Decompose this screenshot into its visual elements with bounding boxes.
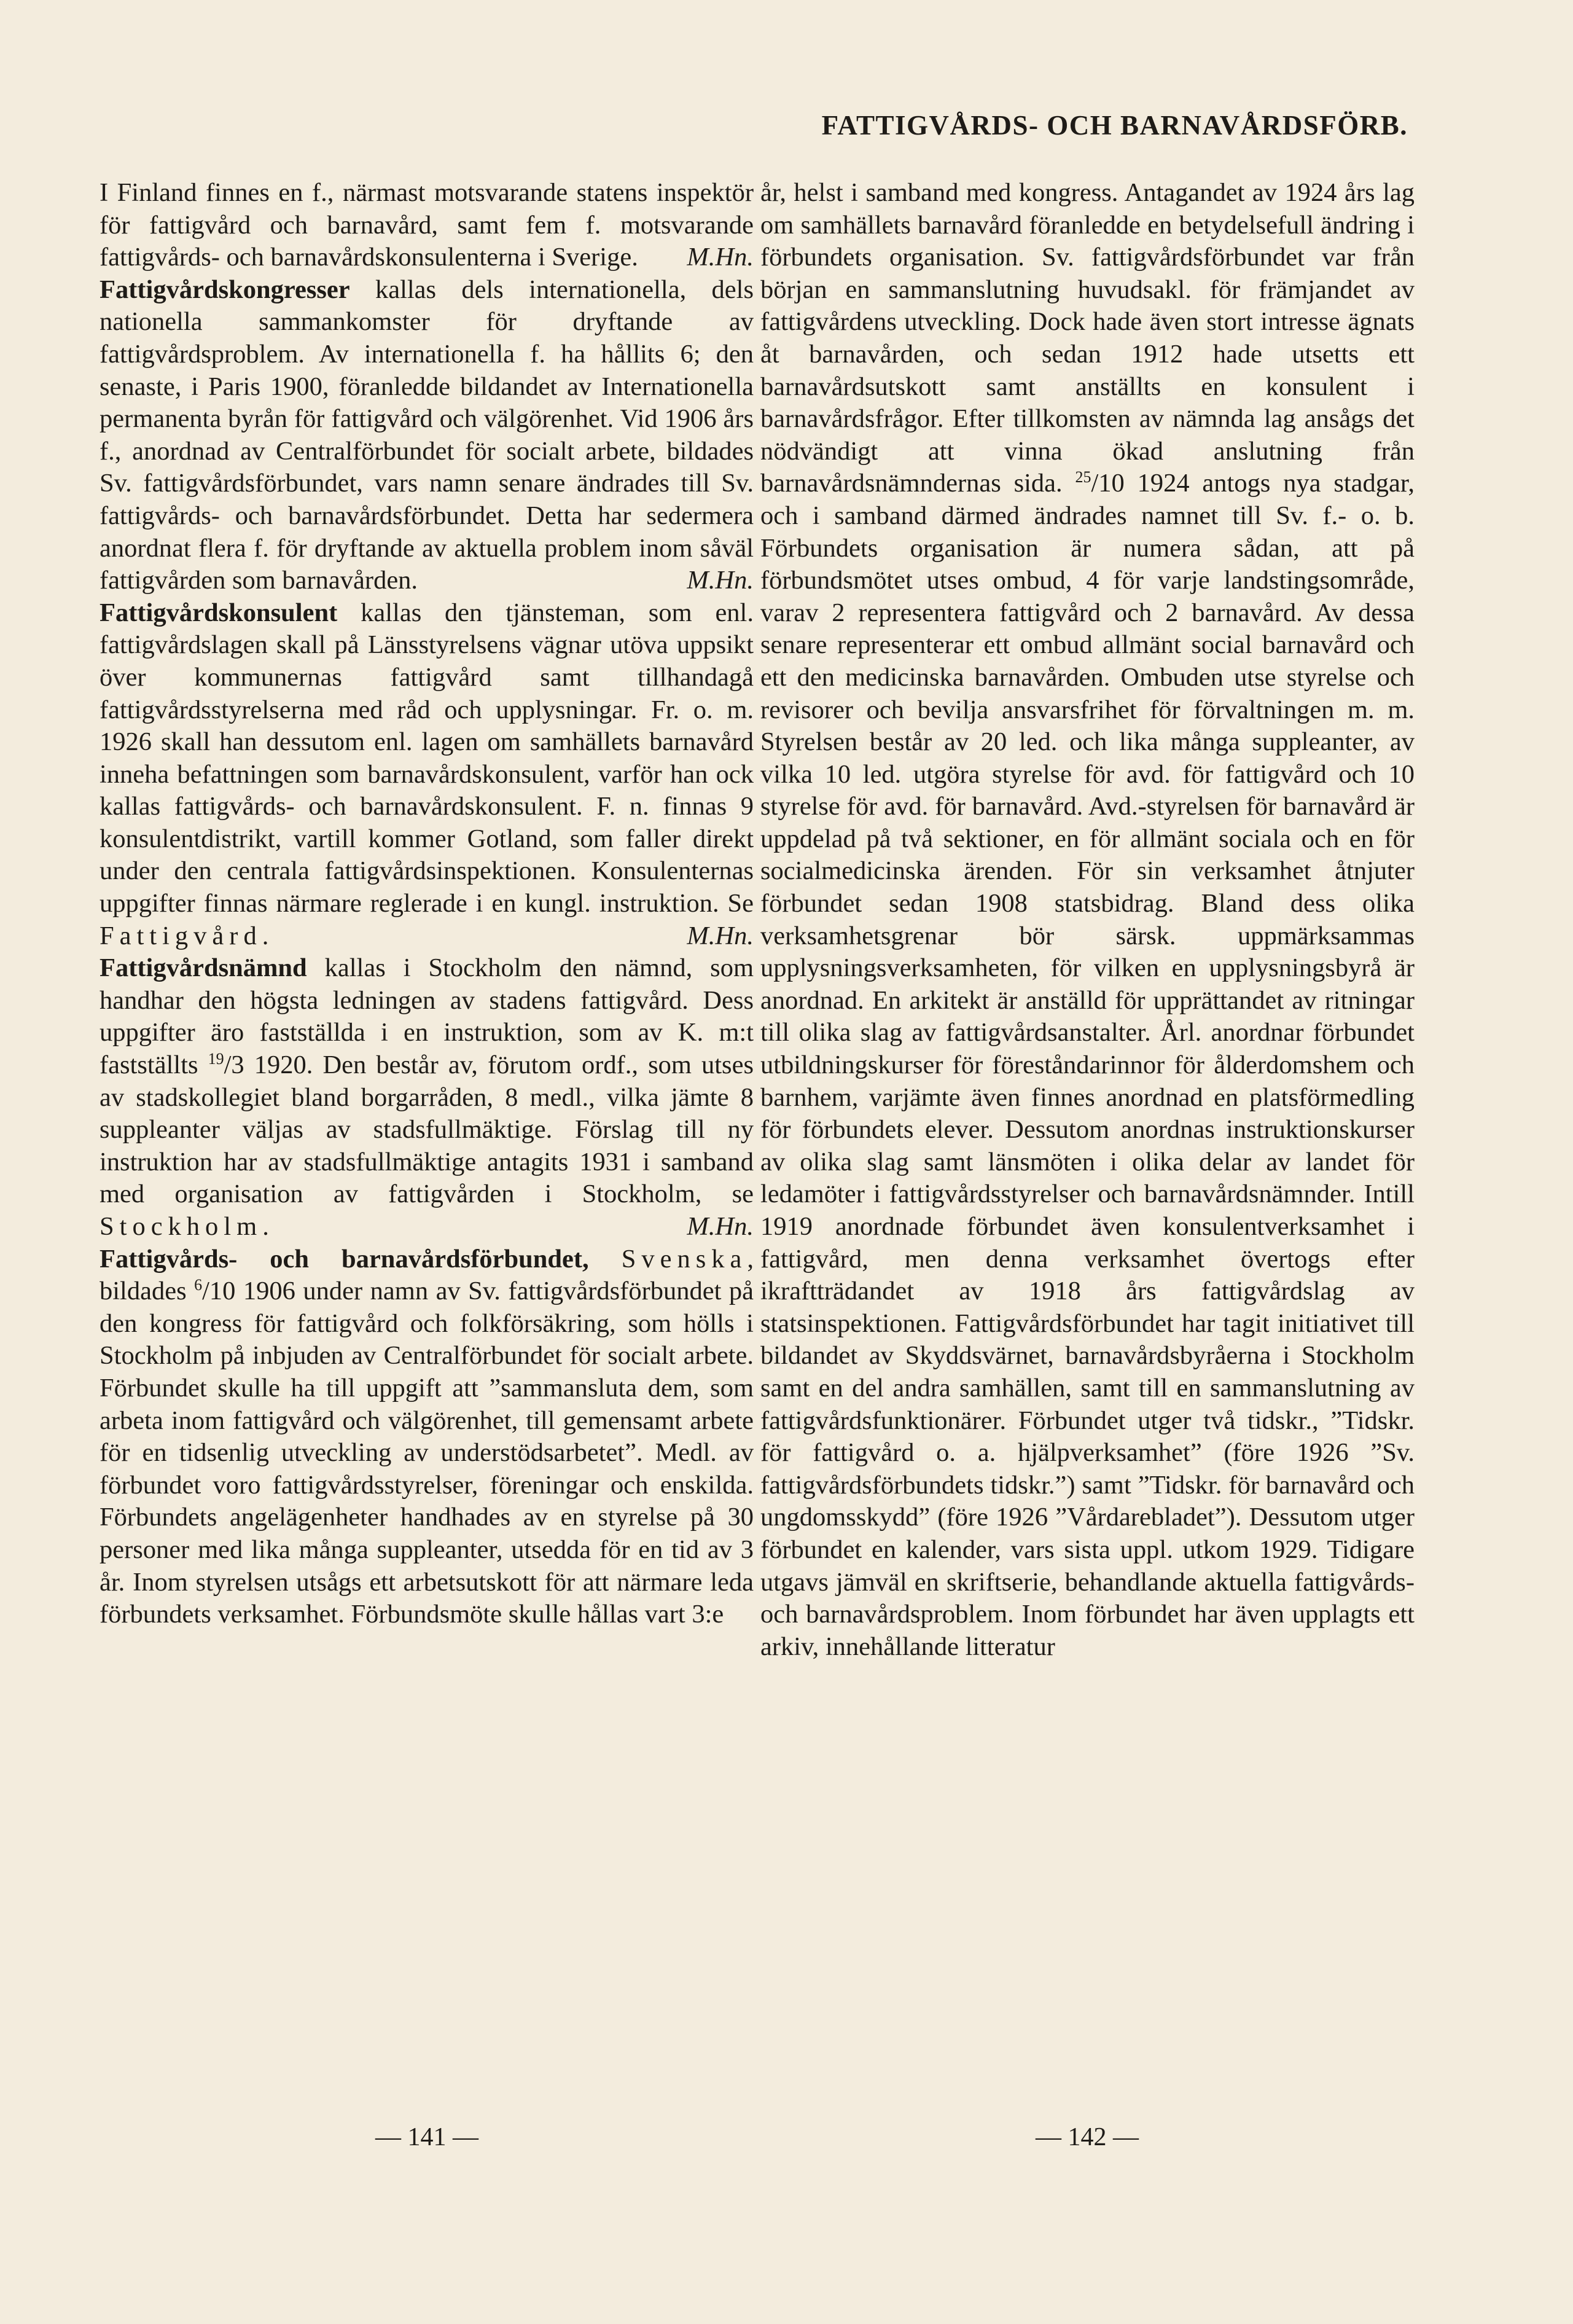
date-superscript: 25 [1075, 468, 1091, 487]
headword: Fattigvårdsnämnd [100, 953, 307, 983]
page-number-right: — 142 — [1036, 2123, 1139, 2151]
left-column [100, 177, 754, 1631]
headword: Fattigvårdskongresser [100, 275, 350, 304]
entry-text-end: . [262, 1212, 269, 1241]
entry-text: kallas dels internationella, dels nationella sammankomster för dryftande av fattigvårdsproblem. Av internationella f. ha hållits 6; den senaste, i Paris 1900, föranledde bildandet av Internationella permanenta byrån för fattigvård och välgörenhet. Vid 1906 års f., anordnad av Centralförbundet för socialt arbete, bildades Sv. fattigvårdsförbundet, vars namn senare ändrades till Sv. fattigvårds- och barnavårdsförbundet. Detta har sedermera anordnat flera f. för dryftande av aktuella problem inom såväl fattigvården som barnavården. [100, 275, 754, 595]
entry-text: , bildades [100, 1244, 754, 1306]
entry-text: år, helst i samband med kongress. Antagandet av 1924 års lag om samhällets barnavård föranledde en betydelsefull ändring i förbundets organisation. Sv. fattigvårdsförbundet var från början en sammanslutning huvudsakl. för främjandet av fattigvårdens utveckling. Dock hade även stort intresse ägnats åt barnavården, och sedan 1912 hade utsetts ett barnavårdsutskott samt anställts en konsulent i barnavårdsfrågor. Efter tillkomsten av nämnda lag ansågs det nödvändigt att vinna ökad anslutning från barnavårdsnämndernas sida. [760, 178, 1415, 498]
author-signature: M.Hn. [687, 921, 754, 950]
page-number-left: — 141 — [375, 2123, 478, 2151]
entry-fattigvardskongresser [100, 274, 754, 597]
entry-text-end: . [262, 921, 269, 950]
right-column [760, 177, 1415, 1663]
entry-finland [100, 177, 754, 274]
cross-reference: Svenska [621, 1244, 747, 1274]
author-signature: M.Hn. [687, 566, 754, 595]
author-signature: M.Hn. [687, 243, 754, 272]
headword: Fattigvårdskonsulent [100, 598, 338, 627]
author-signature: M.Hn. [687, 1212, 754, 1241]
cross-reference: Fattigvård [100, 921, 262, 950]
entry-fattigvardsnamnd [100, 952, 754, 1243]
date-superscript: 6 [194, 1276, 203, 1294]
date-superscript: 19 [208, 1050, 224, 1068]
date-denominator: /3 [224, 1050, 244, 1080]
entry-text: 1924 antogs nya stadgar, och i samband därmed ändrades namnet till Sv. f.- o. b. Förbundets organisation är numera sådan, att på förbundsmötet utses ombud, 4 för varje landstingsområde, varav 2 representera fattigvård och 2 barnavård. Av dessa senare representerar ett ombud allmänt social barnavård och ett den medicinska barnavården. Ombuden utse styrelse och revisorer och bevilja ansvarsfrihet för förvaltningen m. m. Styrelsen består av 20 led. och lika många suppleanter, av vilka 10 led. utgöra styrelse för avd. för fattigvård och 10 styrelse för avd. för barnavård. Avd.-styrelsen för barnavård är uppdelad på två sektioner, en för allmänt sociala och en för socialmedicinska ärenden. För sin verksamhet åtnjuter förbundet sedan 1908 statsbidrag. Bland dess olika verksamhetsgrenar bör särsk. uppmärksammas upplysningsverksamheten, för vilken en upplysningsbyrå är anordnad. En arkitekt är anställd för upprättandet av ritningar till olika slag av fattigvårdsanstalter. Årl. anordnar förbundet utbildningskurser för föreståndarinnor för ålderdomshem och barnhem, varjämte även finnes anordnad en platsförmedling för förbundets elever. Dessutom anordnas instruktionskurser av olika slag samt länsmöten i olika delar av landet för ledamöter i fattigvårdsstyrelser och barnavårdsnämnder. Intill 1919 anordnade förbundet även konsulentverksamhet i fattigvård, men denna verksamhet övertogs efter ikraftträdandet av 1918 års fattigvårdslag av statsinspektionen. Fattigvårdsförbundet har tagit initiativet till bildandet av Skyddsvärnet, barnavårdsbyråerna i Stockholm samt en del andra samhällen, samt till en sammanslutning av fattigvårdsfunktionärer. Förbundet utger två tidskr., ”Tidskr. för fattigvård o. a. hjälpverksamhet” (före 1926 ”Sv. fattigvårdsförbundets tidskr.”) samt ”Tidskr. för barnavård och ungdomsskydd” (före 1926 ”Vårdarebladet”). Dessutom utger förbundet en kalender, vars sista uppl. utkom 1929. Tidigare utgavs jämväl en skriftserie, behandlande aktuella fattigvårds- och barnavårdsproblem. Inom förbundet har även upplagts ett arkiv, innehållande litteratur [760, 469, 1415, 1661]
entry-text: 1920. Den består av, förutom ordf., som utses av stadskollegiet bland borgarråden, 8 medl., vilka jämte 8 suppleanter väljas av stadsfullmäktige. Förslag till ny instruktion har av stadsfullmäktige antagits 1931 i samband med organisation av fattigvården i Stockholm, se [100, 1050, 754, 1209]
entry-text: kallas i Stockholm den nämnd, som handhar den högsta ledningen av stadens fattigvård. Dess uppgifter äro fastställda i en instruktion, som av K. m:t fastställts [100, 953, 754, 1080]
entry-text: I Finland finnes en f., närmast motsvarande statens inspektör för fattigvård och barnavård, samt fem f. motsvarande fattigvårds- och barnavårdskonsulenterna i Sverige. [100, 178, 754, 272]
headword: Fattigvårds- och barnavårdsförbundet, [100, 1244, 589, 1274]
entry-forbundet [100, 1243, 754, 1631]
cross-reference: Stockholm [100, 1212, 263, 1241]
entry-forbundet-continued [760, 177, 1415, 1663]
running-head: FATTIGVÅRDS- OCH BARNAVÅRDSFÖRB. [821, 110, 1408, 141]
entry-fattigvardskonsulent [100, 597, 754, 953]
date-denominator: /10 [202, 1277, 236, 1306]
entry-text: 1906 under namn av Sv. fattigvårdsförbundet på den kongress för fattigvård och folkförsäkring, som hölls i Stockholm på inbjuden av Centralförbundet för socialt arbete. Förbundet skulle ha till uppgift att ”sammansluta dem, som arbeta inom fattigvård och välgörenhet, till gemensamt arbete för en tidsenlig utveckling av understödsarbetet”. Medl. av förbundet voro fattigvårdsstyrelser, föreningar och enskilda. Förbundets angelägenheter handhades av en styrelse på 30 personer med lika många suppleanter, utsedda för en tid av 3 år. Inom styrelsen utsågs ett arbetsutskott för att närmare leda förbundets verksamhet. Förbundsmöte skulle hållas vart 3:e [100, 1277, 754, 1629]
entry-text: kallas den tjänsteman, som enl. fattigvårdslagen skall på Länsstyrelsens vägnar utöva uppsikt över kommunernas fattigvård samt tillhandagå fattigvårdsstyrelserna med råd och upplysningar. Fr. o. m. 1926 skall han dessutom enl. lagen om samhällets barnavård inneha befattningen som barnavårdskonsulent, varför han ock kallas fattigvårds- och barnavårdskonsulent. F. n. finnas 9 konsulentdistrikt, vartill kommer Gotland, som faller direkt under den centrala fattigvårdsinspektionen. Konsulenternas uppgifter finnas närmare reglerade i en kungl. instruktion. Se [100, 598, 754, 918]
date-denominator: /10 [1091, 469, 1125, 498]
